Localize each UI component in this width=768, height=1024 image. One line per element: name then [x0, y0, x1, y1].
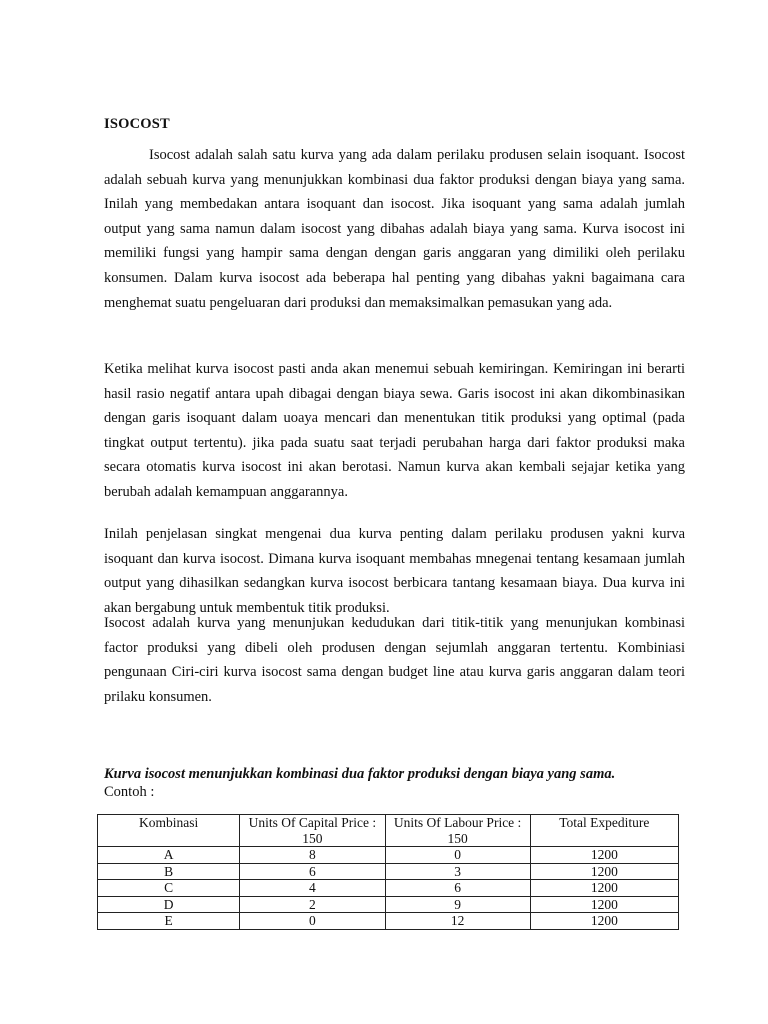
header-kombinasi: Kombinasi [98, 815, 240, 847]
table-row [98, 863, 679, 880]
table-row [98, 880, 679, 897]
section-heading: ISOCOST [104, 116, 170, 132]
cell-labour: 12 [385, 913, 530, 930]
cell-capital: 0 [240, 913, 385, 930]
example-label: Contoh : [104, 784, 155, 800]
table-caption: Kurva isocost menunjukkan kombinasi dua faktor produksi dengan biaya yang sama. [104, 766, 616, 782]
cell-capital: 2 [240, 896, 385, 913]
cell-capital: 4 [240, 880, 385, 897]
cell-kombinasi: C [98, 880, 240, 897]
paragraph-3: Inilah penjelasan singkat mengenai dua kurva penting dalam perilaku produsen yakni kurva isoquant dan kurva isocost. Dimana kurva isoquant membahas mnegenai tentang kesamaan jumlah output yang dihasilkan sedangkan kurva isocost berbicara tantang kesamaan biaya. Dua kurva ini akan bergabung untuk membentuk titik produksi. [104, 526, 685, 616]
cell-kombinasi: B [98, 863, 240, 880]
cell-kombinasi: D [98, 896, 240, 913]
cell-total: 1200 [530, 863, 678, 880]
table-row [98, 896, 679, 913]
isocost-table [97, 814, 679, 930]
cell-total: 1200 [530, 896, 678, 913]
cell-labour: 9 [385, 896, 530, 913]
paragraph-1: Isocost adalah salah satu kurva yang ada dalam perilaku produsen selain isoquant. Isocost adalah sebuah kurva yang menunjukkan kombinasi dua faktor produksi dengan biaya yang sama. Inilah yang membedakan antara isoquant dan isocost. Jika isoquant yang sama adalah jumlah output yang sama namun dalam isocost yang dibahas adalah biaya yang sama. Kurva isocost ini memiliki fungsi yang hampir sama dengan dengan garis anggaran yang dimiliki oleh perilaku konsumen. Dalam kurva isocost ada beberapa hal penting yang dibahas yakni bagaimana cara menghemat suatu pengeluaran dari produksi dan memaksimalkan pemasukan yang ada. [104, 147, 685, 311]
paragraph-4: Isocost adalah kurva yang menunjukan kedudukan dari titik-titik yang menunjukan kombinasi factor produksi yang dibeli oleh produsen dengan sejumlah anggaran tertentu. Kombiniasi pengunaan Ciri-ciri kurva isocost sama dengan budget line atau kurva garis anggaran dalam teori prilaku konsumen. [104, 615, 685, 705]
cell-kombinasi: A [98, 847, 240, 864]
cell-total: 1200 [530, 880, 678, 897]
table-row [98, 847, 679, 864]
cell-total: 1200 [530, 847, 678, 864]
cell-capital: 8 [240, 847, 385, 864]
table-row [98, 913, 679, 930]
table-header-row [98, 815, 679, 847]
cell-capital: 6 [240, 863, 385, 880]
cell-kombinasi: E [98, 913, 240, 930]
cell-total: 1200 [530, 913, 678, 930]
cell-labour: 3 [385, 863, 530, 880]
header-labour: Units Of Labour Price : 150 [385, 815, 530, 847]
cell-labour: 6 [385, 880, 530, 897]
header-capital: Units Of Capital Price : 150 [240, 815, 385, 847]
paragraph-2: Ketika melihat kurva isocost pasti anda akan menemui sebuah kemiringan. Kemiringan ini berarti hasil rasio negatif antara upah dibagai dengan biaya sewa. Garis isocost ini akan dikombinasikan dengan garis isoquant dalam uoaya mencari dan menentukan titik produksi yang optimal (pada tingkat output tertentu). jika pada suatu saat terjadi perubahan harga dari faktor produksi maka secara otomatis kurva isocost ini akan berotasi. Namun kurva akan kembali sejajar ketika yang berubah adalah kemampuan anggarannya. [104, 361, 685, 500]
header-total: Total Expediture [530, 815, 678, 847]
cell-labour: 0 [385, 847, 530, 864]
